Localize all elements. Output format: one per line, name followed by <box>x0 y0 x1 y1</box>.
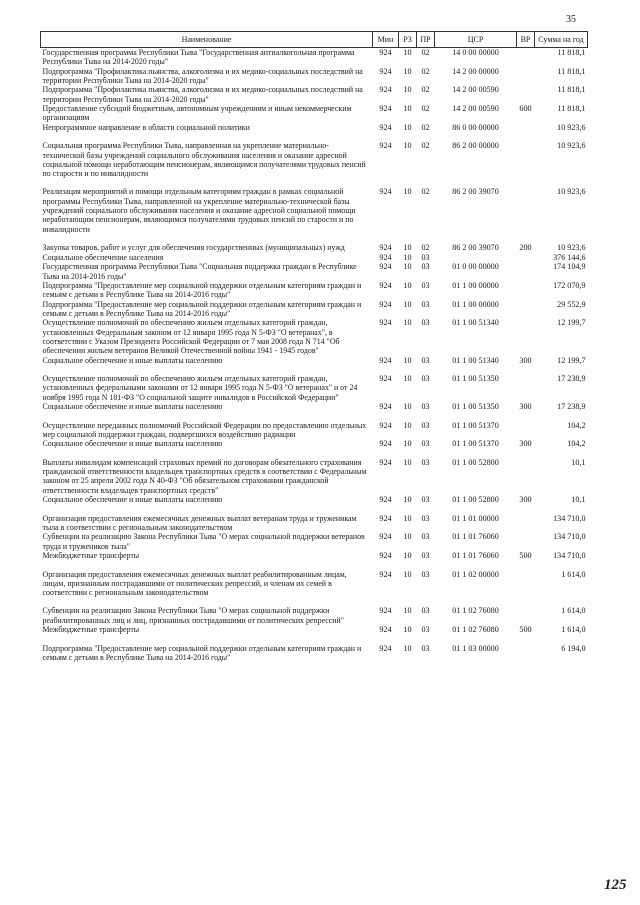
table-spacer-row <box>41 635 588 644</box>
cell-pr: 02 <box>421 243 430 253</box>
cell-min: 924 <box>379 402 392 412</box>
cell-min: 924 <box>379 439 392 449</box>
cell-sum: 11 818,1 <box>557 48 586 57</box>
header-rz: РЗ <box>399 32 417 48</box>
cell-name: Социальное обеспечение и иные выплаты населению <box>42 495 223 505</box>
cell-vr <box>517 262 535 281</box>
cell-rz: 10 <box>403 439 412 449</box>
cell-min: 924 <box>379 625 392 635</box>
cell-vr: 500 <box>519 550 532 560</box>
cell-sum: 17 238,9 <box>557 402 586 412</box>
cell-name: Закупка товаров, работ и услуг для обеспечения государственных (муниципальных) нужд <box>42 243 345 253</box>
cell-name: Подпрограмма "Предоставление мер социальной поддержки отдельным категориям граждан и семьям с детьми в Республике Тыва на 2014-2016 годы" <box>42 299 362 318</box>
table-row <box>41 356 588 366</box>
cell-rz: 10 <box>403 48 412 57</box>
cell-pr: 03 <box>421 532 430 542</box>
cell-pr: 02 <box>421 85 430 95</box>
table-spacer-row <box>41 597 588 606</box>
cell-sum: 174 104,9 <box>553 262 586 272</box>
cell-min: 924 <box>379 550 392 560</box>
cell-min: 924 <box>379 606 392 616</box>
table-row <box>41 421 588 440</box>
cell-rz: 10 <box>403 513 412 523</box>
cell-vr <box>517 570 535 598</box>
cell-min: 924 <box>379 299 392 309</box>
table-spacer-row <box>41 132 588 141</box>
cell-sum: 134 710,0 <box>553 550 586 560</box>
spacer-cell <box>41 449 588 458</box>
table-row <box>41 606 588 625</box>
cell-min: 924 <box>379 103 392 113</box>
table-row <box>41 439 588 449</box>
cell-csr: 01 1 03 00000 <box>452 643 499 653</box>
cell-vr <box>517 514 535 533</box>
table-row <box>41 262 588 281</box>
cell-min: 924 <box>379 355 392 365</box>
cell-min: 924 <box>379 262 392 272</box>
cell-rz: 10 <box>403 625 412 635</box>
cell-csr: 14 2 00 00000 <box>452 66 499 76</box>
cell-rz: 10 <box>403 495 412 505</box>
cell-pr: 03 <box>421 439 430 449</box>
table-row <box>41 187 588 234</box>
cell-pr: 03 <box>421 262 430 272</box>
cell-csr: 01 1 00 00000 <box>452 299 499 309</box>
cell-sum: 29 552,9 <box>557 299 586 309</box>
cell-name: Непрограммное направление в области социальной политики <box>42 122 250 132</box>
cell-sum: 12 199,7 <box>557 355 586 365</box>
cell-min: 924 <box>379 85 392 95</box>
cell-name: Организация предоставления ежемесячных денежных выплат ветеранам труда и труженикам тыла в соответствии с региональным законодательством <box>42 513 357 532</box>
cell-pr: 03 <box>421 252 430 262</box>
page-number: 35 <box>566 14 576 25</box>
table-row <box>41 104 588 123</box>
cell-vr <box>517 85 535 104</box>
table-row <box>41 625 588 635</box>
cell-sum: 10,1 <box>571 457 586 467</box>
cell-pr: 02 <box>421 187 430 197</box>
table-row <box>41 514 588 533</box>
cell-pr: 03 <box>421 318 430 328</box>
cell-csr: 14 0 00 00000 <box>452 48 499 57</box>
cell-name: Субвенции на реализацию Закона Республики Тыва "О мерах социальной поддержки реабилитированных лиц и лиц, признанных пострадавшими от политических репрессий" <box>42 606 344 625</box>
spacer-cell <box>41 178 588 187</box>
cell-rz: 10 <box>403 532 412 542</box>
cell-min: 924 <box>379 532 392 542</box>
cell-pr: 03 <box>421 402 430 412</box>
cell-csr: 01 1 00 52800 <box>452 457 499 467</box>
cell-sum: 134 710,0 <box>553 513 586 523</box>
cell-vr: 200 <box>519 243 532 253</box>
cell-rz: 10 <box>403 643 412 653</box>
cell-csr: 01 1 00 51340 <box>452 355 499 365</box>
cell-min: 924 <box>379 374 392 384</box>
cell-name: Социальное обеспечение и иные выплаты населению <box>42 439 223 449</box>
table-spacer-row <box>41 365 588 374</box>
cell-vr <box>517 48 535 67</box>
cell-vr: 300 <box>519 439 532 449</box>
cell-pr: 03 <box>421 569 430 579</box>
table-spacer-row <box>41 505 588 514</box>
cell-csr: 01 0 00 00000 <box>452 262 499 272</box>
cell-name: Социальное обеспечение и иные выплаты населению <box>42 355 223 365</box>
cell-vr: 500 <box>519 625 532 635</box>
header-vr: ВР <box>517 32 535 48</box>
cell-vr <box>517 458 535 495</box>
cell-sum: 11 818,1 <box>557 103 586 113</box>
cell-rz: 10 <box>403 122 412 132</box>
cell-rz: 10 <box>403 606 412 616</box>
cell-rz: 10 <box>403 569 412 579</box>
cell-min: 924 <box>379 66 392 76</box>
cell-name: Государственная программа Республики Тыва "Социальная поддержка граждан в Республике Тыва на 2014-2016 годы" <box>42 262 357 281</box>
cell-rz: 10 <box>403 280 412 290</box>
cell-vr <box>517 644 535 663</box>
table-spacer-row <box>41 449 588 458</box>
cell-name: Реализация мероприятий и помощи отдельным категориям граждан в рамках социальной программы Республики Тыва, направленной на укрепление материально-технической базы учреждений социального обслуживания населения и оказание адресной социальной помощи неработающим пенсионерам, являющимся получателями трудовых пенсий по старости и по инвалидности <box>42 187 356 234</box>
header-csr: ЦСР <box>435 32 517 48</box>
cell-vr: 600 <box>519 103 532 113</box>
cell-sum: 10 923,6 <box>557 187 586 197</box>
cell-csr: 86 0 00 00000 <box>452 122 499 132</box>
table-row <box>41 85 588 104</box>
cell-name: Подпрограмма "Предоставление мер социальной поддержки отдельным категориям граждан и семьям с детьми в Республике Тыва на 2014-2016 годы" <box>42 643 362 663</box>
cell-sum: 17 238,9 <box>557 374 586 384</box>
cell-pr: 03 <box>421 374 430 384</box>
table-row <box>41 532 588 551</box>
table-body <box>41 48 588 663</box>
cell-vr <box>517 532 535 551</box>
cell-pr: 03 <box>421 550 430 560</box>
cell-sum: 11 818,1 <box>557 66 586 76</box>
cell-csr: 14 2 00 00590 <box>452 85 499 95</box>
header-min: Мин <box>373 32 399 48</box>
table-spacer-row <box>41 234 588 243</box>
cell-rz: 10 <box>403 243 412 253</box>
table-row <box>41 67 588 86</box>
table-spacer-row <box>41 561 588 570</box>
cell-csr: 01 1 00 52800 <box>452 495 499 505</box>
table-row <box>41 141 588 178</box>
cell-min: 924 <box>379 187 392 197</box>
cell-name: Субвенции на реализацию Закона Республики Тыва "О мерах социальной поддержки ветеранов труда и тружеников тыла" <box>42 532 365 551</box>
cell-rz: 10 <box>403 550 412 560</box>
cell-pr: 02 <box>421 48 430 57</box>
cell-pr: 03 <box>421 625 430 635</box>
cell-pr: 03 <box>421 606 430 616</box>
cell-sum: 1 614,0 <box>561 625 586 635</box>
cell-csr: 86 2 00 39070 <box>452 187 499 197</box>
cell-csr: 14 2 00 00590 <box>452 103 499 113</box>
cell-min: 924 <box>379 420 392 430</box>
header-name: Наименование <box>41 32 373 48</box>
cell-pr: 03 <box>421 420 430 430</box>
cell-csr: 01 1 02 76080 <box>452 606 499 616</box>
cell-rz: 10 <box>403 141 412 151</box>
cell-vr <box>517 67 535 86</box>
cell-rz: 10 <box>403 187 412 197</box>
table-header-row <box>41 32 588 48</box>
cell-csr: 01 1 00 51370 <box>452 420 499 430</box>
cell-csr: 01 1 00 00000 <box>452 280 499 290</box>
cell-rz: 10 <box>403 85 412 95</box>
cell-vr <box>517 300 535 319</box>
cell-csr: 01 1 01 76060 <box>452 532 499 542</box>
cell-name: Предоставление субсидий бюджетным, автономным учреждениям и иным некоммерческим организациям <box>42 103 352 123</box>
cell-sum: 104,2 <box>567 439 586 449</box>
cell-min: 924 <box>379 513 392 523</box>
cell-vr <box>517 606 535 625</box>
spacer-cell <box>41 635 588 644</box>
cell-name: Социальное обеспечение населения <box>42 252 164 262</box>
cell-name: Межбюджетные трансферты <box>42 550 140 560</box>
cell-min: 924 <box>379 495 392 505</box>
cell-sum: 376 144,6 <box>553 252 586 262</box>
cell-min: 924 <box>379 243 392 253</box>
cell-csr: 01 1 01 76060 <box>452 550 499 560</box>
cell-pr: 03 <box>421 355 430 365</box>
cell-csr <box>435 253 517 263</box>
cell-min: 924 <box>379 280 392 290</box>
cell-pr: 02 <box>421 122 430 132</box>
cell-csr: 01 1 00 51370 <box>452 439 499 449</box>
cell-name: Подпрограмма "Предоставление мер социальной поддержки отдельным категориям граждан и семьям с детьми в Республике Тыва на 2014-2016 годы" <box>42 280 362 300</box>
cell-pr: 03 <box>421 280 430 290</box>
cell-pr: 02 <box>421 141 430 151</box>
spacer-cell <box>41 365 588 374</box>
spacer-cell <box>41 505 588 514</box>
cell-vr <box>517 421 535 440</box>
cell-sum: 134 710,0 <box>553 532 586 542</box>
table-row <box>41 281 588 300</box>
cell-rz: 10 <box>403 262 412 272</box>
table-row <box>41 495 588 505</box>
cell-vr <box>517 318 535 355</box>
cell-csr: 86 2 00 39070 <box>452 243 499 253</box>
table-row <box>41 253 588 263</box>
table-row <box>41 300 588 319</box>
cell-name: Организация предоставления ежемесячных денежных выплат реабилитированным лицам, лицам, признанным пострадавшими от политических репрессий, и членам их семей в соответствии с региональным законодательством <box>42 569 347 598</box>
handwritten-page-mark: 125 <box>604 877 627 893</box>
spacer-cell <box>41 234 588 243</box>
cell-name: Выплаты инвалидам компенсаций страховых премий по договорам обязательного страхования гражданской ответственности владельцев транспортных средств в соответствии с Федеральным законом от 25 апреля 2002 года N 40-ФЗ "Об обязательном страховании гражданской ответственности владельцев транспортных средств" <box>42 457 367 495</box>
table-row <box>41 644 588 663</box>
cell-csr: 01 1 01 00000 <box>452 513 499 523</box>
table-row <box>41 570 588 598</box>
cell-sum: 6 194,0 <box>561 643 586 653</box>
cell-vr <box>517 141 535 178</box>
cell-pr: 03 <box>421 495 430 505</box>
budget-table <box>40 31 588 662</box>
table-row <box>41 402 588 412</box>
cell-rz: 10 <box>403 457 412 467</box>
cell-name: Государственная программа Республики Тыва "Государственная антиалкогольная программа Республики Тыва на 2014-2020 годы" <box>42 48 355 67</box>
cell-min: 924 <box>379 48 392 57</box>
cell-sum: 10 923,6 <box>557 122 586 132</box>
table-row <box>41 318 588 355</box>
header-pr: ПР <box>417 32 435 48</box>
cell-vr: 300 <box>519 495 532 505</box>
table-row <box>41 48 588 67</box>
cell-rz: 10 <box>403 252 412 262</box>
cell-name: Социальное обеспечение и иные выплаты населению <box>42 402 223 412</box>
cell-sum: 1 614,0 <box>561 569 586 579</box>
cell-pr: 03 <box>421 643 430 653</box>
cell-min: 924 <box>379 141 392 151</box>
cell-csr: 01 1 00 51350 <box>452 402 499 412</box>
cell-vr: 300 <box>519 402 532 412</box>
cell-rz: 10 <box>403 355 412 365</box>
cell-name: Осуществление полномочий по обеспечению жильем отдельных категорий граждан, установленных федеральными законами от 12 января 1995 года N 5-ФЗ "О ветеранах" и от 24 ноября 1995 года N 181-ФЗ "О социальной защите инвалидов в Российской Федерации" <box>42 374 358 402</box>
cell-pr: 02 <box>421 66 430 76</box>
cell-min: 924 <box>379 318 392 328</box>
cell-vr <box>517 187 535 234</box>
cell-name: Осуществление переданных полномочий Российской Федерации по предоставлению отдельных мер социальной поддержки граждан, подвергшихся воздействию радиации <box>42 420 367 439</box>
cell-rz: 10 <box>403 402 412 412</box>
cell-csr: 86 2 00 00000 <box>452 141 499 151</box>
cell-csr: 01 1 00 51350 <box>452 374 499 384</box>
cell-pr: 03 <box>421 299 430 309</box>
spacer-cell <box>41 561 588 570</box>
cell-rz: 10 <box>403 374 412 384</box>
header-sum: Сумма на год <box>535 32 588 48</box>
cell-vr <box>517 281 535 300</box>
cell-sum: 172 070,9 <box>553 280 586 290</box>
cell-vr <box>517 374 535 402</box>
spacer-cell <box>41 132 588 141</box>
cell-sum: 11 818,1 <box>557 85 586 95</box>
cell-csr: 01 1 00 51340 <box>452 318 499 328</box>
cell-pr: 02 <box>421 103 430 113</box>
spacer-cell <box>41 412 588 421</box>
table-row <box>41 243 588 253</box>
cell-rz: 10 <box>403 103 412 113</box>
cell-sum: 12 199,7 <box>557 318 586 328</box>
cell-rz: 10 <box>403 318 412 328</box>
cell-min: 924 <box>379 122 392 132</box>
cell-min: 924 <box>379 252 392 262</box>
cell-sum: 1 614,0 <box>561 606 586 616</box>
cell-name: Подпрограмма "Профилактика пьянства, алкоголизма и их медико-социальных последствий на территории Республики Тыва на 2014-2020 годы" <box>42 66 363 85</box>
table-spacer-row <box>41 412 588 421</box>
table-row <box>41 458 588 495</box>
cell-vr <box>517 253 535 263</box>
cell-name: Межбюджетные трансферты <box>42 625 140 635</box>
cell-sum: 10,1 <box>571 495 586 505</box>
cell-sum: 10 923,6 <box>557 141 586 151</box>
cell-pr: 03 <box>421 513 430 523</box>
table-spacer-row <box>41 178 588 187</box>
cell-csr: 01 1 02 00000 <box>452 569 499 579</box>
cell-sum: 104,2 <box>567 420 586 430</box>
cell-rz: 10 <box>403 420 412 430</box>
cell-vr <box>517 123 535 133</box>
cell-sum: 10 923,6 <box>557 243 586 253</box>
cell-min: 924 <box>379 457 392 467</box>
spacer-cell <box>41 597 588 606</box>
cell-name: Осуществление полномочий по обеспечению жильем отдельных категорий граждан, установленных Федеральным законом от 12 января 1995 года N 5-ФЗ "О ветеранах", в соответствии с Указом Президента Российской Федерации от 7 мая 2008 года N 714 "Об обеспечении жильем ветеранов Великой Отечественной войны 1941 - 1945 годов" <box>42 318 340 356</box>
table-row <box>41 374 588 402</box>
cell-rz: 10 <box>403 66 412 76</box>
cell-min: 924 <box>379 643 392 653</box>
table-row <box>41 123 588 133</box>
cell-name: Социальная программа Республики Тыва, направленная на укрепление материально-технической базы учреждений социального обслуживания населения и оказание адресной социальной помощи неработающим пенсионерам, являющимся получателями трудовых пенсий по старости и по инвалидности <box>42 141 366 179</box>
cell-name: Подпрограмма "Профилактика пьянства, алкоголизма и их медико-социальных последствий на территории Республики Тыва на 2014-2020 годы" <box>42 85 363 104</box>
table-row <box>41 551 588 561</box>
cell-vr: 300 <box>519 355 532 365</box>
cell-min: 924 <box>379 569 392 579</box>
cell-csr: 01 1 02 76080 <box>452 625 499 635</box>
cell-pr: 03 <box>421 457 430 467</box>
cell-rz: 10 <box>403 299 412 309</box>
